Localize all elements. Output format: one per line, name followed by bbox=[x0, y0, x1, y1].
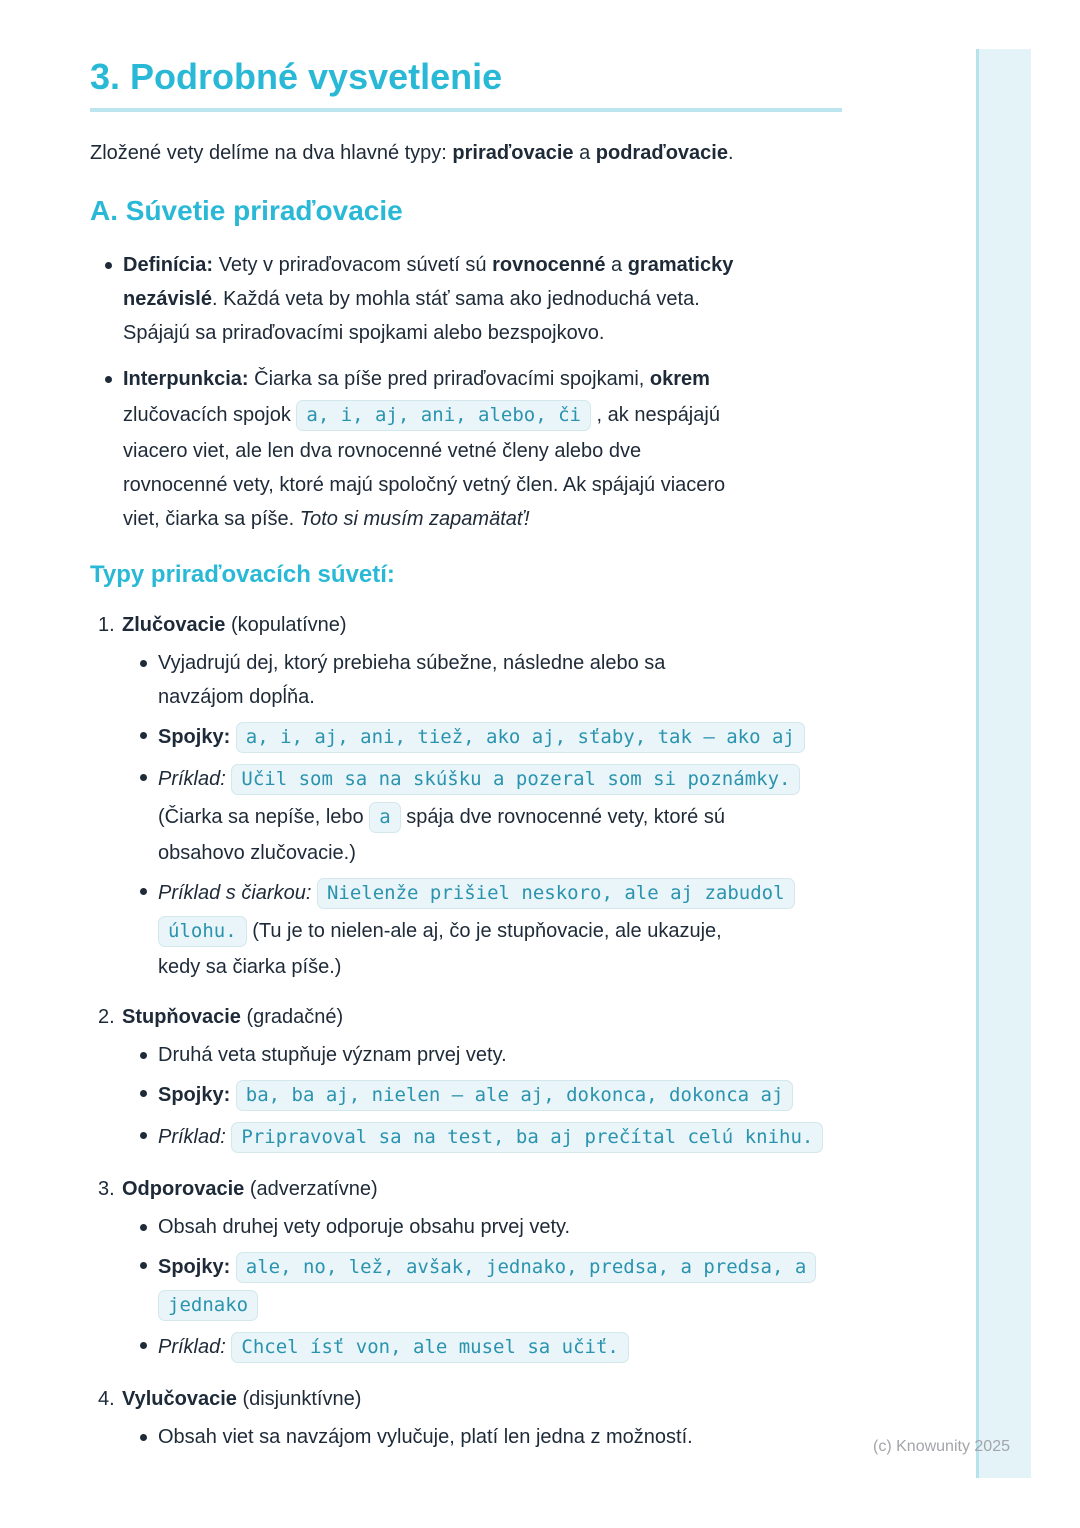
interpunkcia-text: Interpunkcia: Čiarka sa píše pred priraďovacími spojkami, okrem zlučovacích spojok a, i, aj, ani, alebo, či , ak nespájajú viacero viet, ale len dva rovnocenné vetné členy alebo dve rovnocenné vety, ktoré majú spoločný vetný člen. Ak spájajú viacero viet, čiarka sa píše. Toto si musím zapamätať! bbox=[123, 368, 726, 530]
type-item-heading bbox=[90, 1172, 990, 1206]
list-item-interpunkcia bbox=[90, 362, 990, 536]
list-item bbox=[90, 1210, 990, 1244]
page-title: 3. Podrobné vysvetlenie bbox=[90, 56, 503, 97]
list-item bbox=[90, 1420, 990, 1454]
type-item-number: 1. bbox=[98, 614, 115, 636]
type-item-heading bbox=[90, 1000, 990, 1034]
bullet-text: Príklad: Učil som sa na skúšku a pozeral som si poznámky. (Čiarka sa nepíše, lebo a spája dve rovnocenné vety, ktoré sú obsahovo zlučovacie.) bbox=[158, 760, 990, 870]
bullet-text: Spojky: ba, ba aj, nielen – ale aj, dokonca, dokonca aj bbox=[158, 1076, 990, 1114]
list-item bbox=[90, 718, 990, 756]
types-heading: Typy priraďovacích súvetí: bbox=[90, 561, 395, 588]
list-item bbox=[90, 760, 990, 870]
type-item-title: Stupňovacie (gradačné) bbox=[122, 1006, 344, 1028]
list-item bbox=[90, 646, 990, 714]
bullet-text: Obsah druhej vety odporuje obsahu prvej vety. bbox=[158, 1216, 571, 1238]
type-item-title: Zlučovacie (kopulatívne) bbox=[122, 614, 347, 636]
type-item-number: 3. bbox=[98, 1178, 115, 1200]
list-item bbox=[90, 874, 990, 984]
list-item bbox=[90, 1038, 990, 1072]
bullet-text: Príklad s čiarkou: Nielenže prišiel neskoro, ale aj zabudol úlohu. (Tu je to nielen-ale aj, čo je stupňovacie, ale ukazuje, kedy sa čiarka píše.) bbox=[158, 874, 990, 984]
type-item-zlucovacie bbox=[90, 608, 990, 984]
type-item-odporovacie bbox=[90, 1172, 990, 1366]
definicia-text: Definícia: Vety v priraďovacom súvetí sú rovnocenné a gramaticky nezávislé. Každá veta by mohla stáť sama ako jednoduchá veta. Spájajú sa priraďovacími spojkami alebo bezspojkovo. bbox=[123, 254, 734, 344]
bullet-text: Spojky: ale, no, lež, avšak, jednako, predsa, a predsa, a jednako bbox=[158, 1248, 990, 1324]
type-item-vylucovacie bbox=[90, 1382, 990, 1454]
type-item-title: Odporovacie (adverzatívne) bbox=[122, 1178, 378, 1200]
type-item-title: Vylučovacie (disjunktívne) bbox=[122, 1388, 362, 1410]
type-item-sublist bbox=[90, 1210, 990, 1366]
list-item bbox=[90, 1248, 990, 1324]
list-item bbox=[90, 1118, 990, 1156]
list-item-definicia bbox=[90, 248, 990, 350]
section-a-list bbox=[90, 248, 990, 536]
title-underline bbox=[90, 108, 842, 112]
intro-paragraph: Zložené vety delíme na dva hlavné typy: priraďovacie a podraďovacie. bbox=[90, 142, 734, 164]
copyright-note: (c) Knowunity 2025 bbox=[873, 1438, 1010, 1455]
type-item-heading bbox=[90, 1382, 990, 1416]
section-a-heading: A. Súvetie priraďovacie bbox=[90, 195, 403, 226]
type-item-sublist bbox=[90, 1420, 990, 1454]
type-item-number: 2. bbox=[98, 1006, 115, 1028]
page-content bbox=[90, 55, 990, 1454]
bullet-text: Spojky: a, i, aj, ani, tiež, ako aj, sťaby, tak – ako aj bbox=[158, 718, 990, 756]
type-item-sublist bbox=[90, 1038, 990, 1156]
type-item-number: 4. bbox=[98, 1388, 115, 1410]
list-item bbox=[90, 1328, 990, 1366]
bullet-text: Druhá veta stupňuje význam prvej vety. bbox=[158, 1044, 507, 1066]
type-item-heading bbox=[90, 608, 990, 642]
list-item bbox=[90, 1076, 990, 1114]
type-item-sublist bbox=[90, 646, 990, 984]
type-item-stupnovacie bbox=[90, 1000, 990, 1156]
bullet-text: Príklad: Pripravoval sa na test, ba aj prečítal celú knihu. bbox=[158, 1118, 990, 1156]
bullet-text: Vyjadrujú dej, ktorý prebieha súbežne, následne alebo sa navzájom dopĺňa. bbox=[158, 652, 666, 708]
types-list bbox=[90, 608, 990, 1454]
bullet-text: Príklad: Chcel ísť von, ale musel sa učiť. bbox=[158, 1328, 990, 1366]
bullet-text: Obsah viet sa navzájom vylučuje, platí len jedna z možností. bbox=[158, 1426, 693, 1448]
